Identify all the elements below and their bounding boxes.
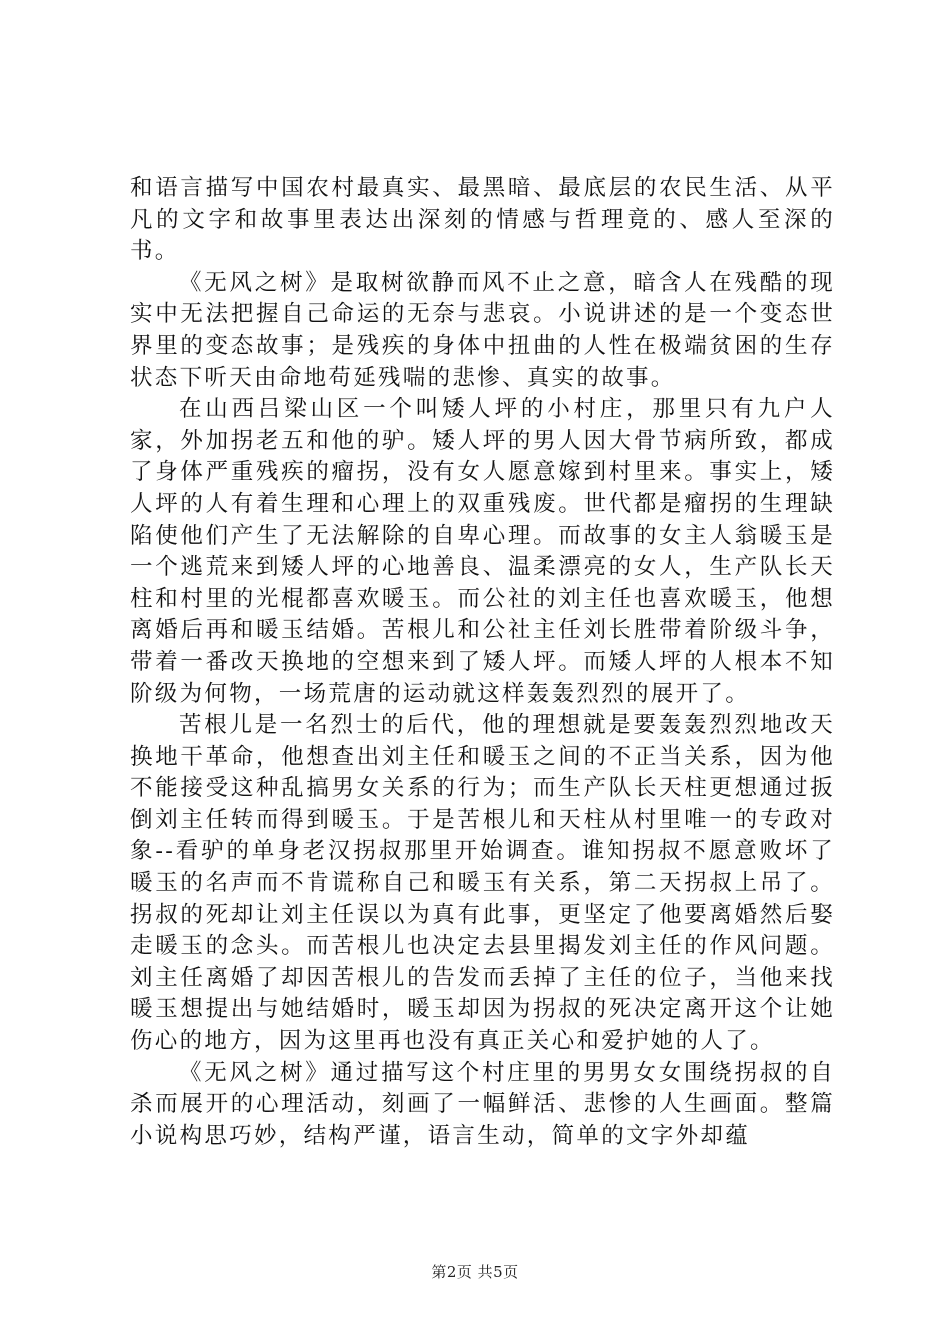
page-number-label: 第2页 共5页 <box>431 1263 519 1281</box>
paragraph-5: 《无风之树》通过描写这个村庄里的男男女女围绕拐叔的自杀而展开的心理活动，刻画了一幅鲜活、悲惨的人生画面。整篇小说构思巧妙，结构严谨，语言生动，简单的文字外却蕴 <box>130 1059 835 1149</box>
paragraph-3: 在山西吕梁山区一个叫矮人坪的小村庄，那里只有九户人家，外加拐老五和他的驴。矮人坪的男人因大骨节病所致，都成了身体严重残疾的瘤拐，没有女人愿意嫁到村里来。事实上，矮人坪的人有着生理和心理上的双重残废。世代都是瘤拐的生理缺陷使他们产生了无法解除的自卑心理。而故事的女主人翁暖玉是一个逃荒来到矮人坪的心地善良、温柔漂亮的女人，生产队长天柱和村里的光棍都喜欢暖玉。而公社的刘主任也喜欢暖玉，他想离婚后再和暖玉结婚。苦根儿和公社主任刘长胜带着阶级斗争，带着一番改天换地的空想来到了矮人坪。而矮人坪的人根本不知阶级为何物，一场荒唐的运动就这样轰轰烈烈的展开了。 <box>130 396 835 707</box>
page-footer <box>0 1261 950 1282</box>
paragraph-2: 《无风之树》是取树欲静而风不止之意，暗含人在残酷的现实中无法把握自己命运的无奈与悲哀。小说讲述的是一个变态世界里的变态故事；是残疾的身体中扭曲的人性在极端贫困的生存状态下听天由命地苟延残喘的悲惨、真实的故事。 <box>130 269 835 391</box>
paragraph-1: 和语言描写中国农村最真实、最黑暗、最底层的农民生活、从平凡的文字和故事里表达出深刻的情感与哲理竟的、感人至深的书。 <box>130 175 835 265</box>
document-body <box>130 173 835 1152</box>
paragraph-4: 苦根儿是一名烈士的后代，他的理想就是要轰轰烈烈地改天换地干革命，他想查出刘主任和暖玉之间的不正当关系，因为他不能接受这种乱搞男女关系的行为；而生产队长天柱更想通过扳倒刘主任转而得到暖玉。于是苦根儿和天柱从村里唯一的专政对象--看驴的单身老汉拐叔那里开始调查。谁知拐叔不愿意败坏了暖玉的名声而不肯谎称自己和暖玉有关系，第二天拐叔上吊了。拐叔的死却让刘主任误以为真有此事，更坚定了他要离婚然后娶走暖玉的念头。而苦根儿也决定去县里揭发刘主任的作风问题。刘主任离婚了却因苦根儿的告发而丢掉了主任的位子，当他来找暖玉想提出与她结婚时，暖玉却因为拐叔的死决定离开这个让她伤心的地方，因为这里再也没有真正关心和爱护她的人了。 <box>130 712 835 1055</box>
